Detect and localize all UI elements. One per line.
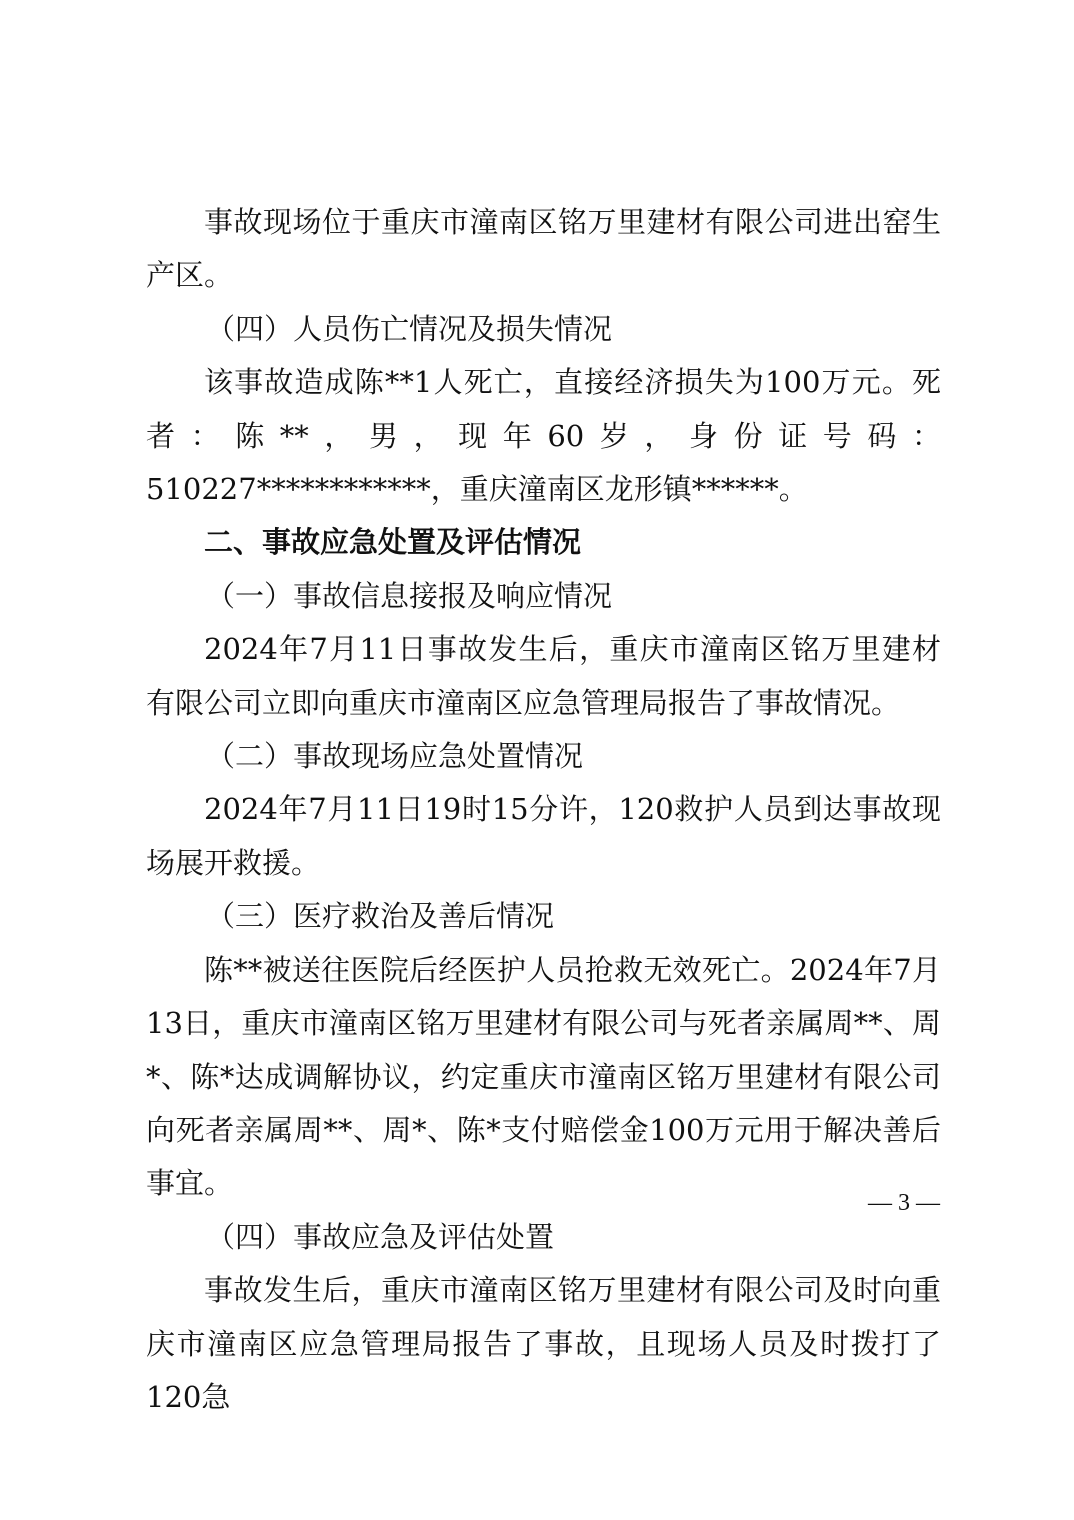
paragraph-evaluation: 事故发生后，重庆市潼南区铭万里建材有限公司及时向重庆市潼南区应急管理局报告了事故，且现场人员及时拨打了120急 <box>146 1273 941 1414</box>
paragraph-info-report: 2024年7月11日事故发生后，重庆市潼南区铭万里建材有限公司立即向重庆市潼南区应急管理局报告了事故情况。 <box>146 632 941 720</box>
page-number: — 3 — <box>868 1190 940 1216</box>
paragraph-casualties-details: 该事故造成陈**1人死亡，直接经济损失为100万元。死者：陈**，男，现年60岁，身份证号码：510227************，重庆潼南区龙形镇******。 <box>146 365 941 507</box>
heading-casualties-losses: （四）人员伤亡情况及损失情况 <box>206 311 613 346</box>
heading-info-report: （一）事故信息接报及响应情况 <box>206 578 613 613</box>
paragraph-medical-aftermath: 陈**被送往医院后经医护人员抢救无效死亡。2024年7月13日，重庆市潼南区铭万里建材有限公司与死者亲属周**、周*、陈*达成调解协议，约定重庆市潼南区铭万里建材有限公司向死者亲属周**、周*、陈*支付赔偿金100万元用于解决善后事宜。 <box>146 952 941 1201</box>
paragraph-accident-location: 事故现场位于重庆市潼南区铭万里建材有限公司进出窑生产区。 <box>146 205 941 293</box>
heading-emergency-response: 二、事故应急处置及评估情况 <box>204 525 582 560</box>
heading-evaluation: （四）事故应急及评估处置 <box>206 1219 555 1254</box>
heading-medical-aftermath: （三）医疗救治及善后情况 <box>206 899 555 934</box>
heading-onsite-response: （二）事故现场应急处置情况 <box>206 739 584 774</box>
document-body <box>146 196 941 1424</box>
paragraph-onsite-response: 2024年7月11日19时15分许，120救护人员到达事故现场展开救援。 <box>146 792 941 880</box>
